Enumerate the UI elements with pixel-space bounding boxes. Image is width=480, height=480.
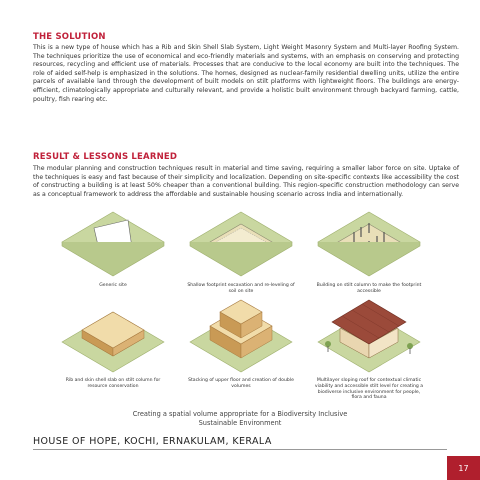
diagram-generic-site [58, 208, 168, 278]
diagram-caption-1: Generic site [99, 283, 127, 288]
solution-paragraph: This is a new type of house which has a Rib and Skin Shell Slab System, Light Weight Masonry System and Multi-layer Roofing System. The techniques prioritize the use of economical and eco-friendly materials and systems, with an emphasis on conserving and protecting resources, recycling and efficient use of materials. Processes that are conducive to the local economy are built into the techniques. The role of aided self-help is emphasized in the solutions. The homes, designed as nuclear-family residential dwelling units, utilize the entire parcels of available land through the development of built models on stilt platforms with lightweight floors. The buildings are energy-efficient, climatologically appropriate and culturally relevant, and provide a holistic built environment through backyard farming, cattle, poultry, fish rearing etc. [33, 44, 459, 103]
diagram-caption-3: Building on stilt column to make the footprint accessible [316, 283, 422, 294]
diagram-caption-4: Rib and skin shell slab on stilt column for resource conservation [65, 378, 161, 389]
diagrams-caption: Creating a spatial volume appropriate for a Biodiversity Inclusive Sustainable Environment [132, 410, 348, 427]
diagram-caption-6: Multilayer sloping roof for contextual climatic viability and accessible stilt level for creating a biodiverse inclusive environment for people, flora and fauna [314, 378, 424, 401]
diagram-stilt-columns [314, 208, 424, 278]
result-heading: RESULT & LESSONS LEARNED [33, 152, 178, 162]
solution-heading: THE SOLUTION [33, 32, 106, 42]
diagram-caption-2: Shallow footprint excavation and re-leveling of soil on site [187, 283, 295, 294]
diagram-caption-5: Stacking of upper floor and creation of double volumes [188, 378, 294, 389]
project-title: HOUSE OF HOPE, KOCHI, ERNAKULAM, KERALA [33, 436, 272, 447]
diagram-excavation [186, 208, 296, 278]
footer-divider [33, 449, 447, 450]
diagram-shell-slab [58, 300, 168, 374]
page-number: 17 [447, 456, 480, 480]
diagram-upper-floor [186, 296, 296, 374]
diagram-sloping-roof [314, 294, 424, 374]
result-paragraph: The modular planning and construction techniques result in material and time saving, requiring a smaller labor force on site. Uptake of the techniques is easy and fast because of their simplicity and localization. Depending on site-specific contexts like accessibility the cost of constructing a building is at least 50% cheaper than a conventional building. This region-specific construction methodology can serve as a conceptual framework to address the affordable and sustainable housing scenario across India and internationally. [33, 165, 459, 198]
